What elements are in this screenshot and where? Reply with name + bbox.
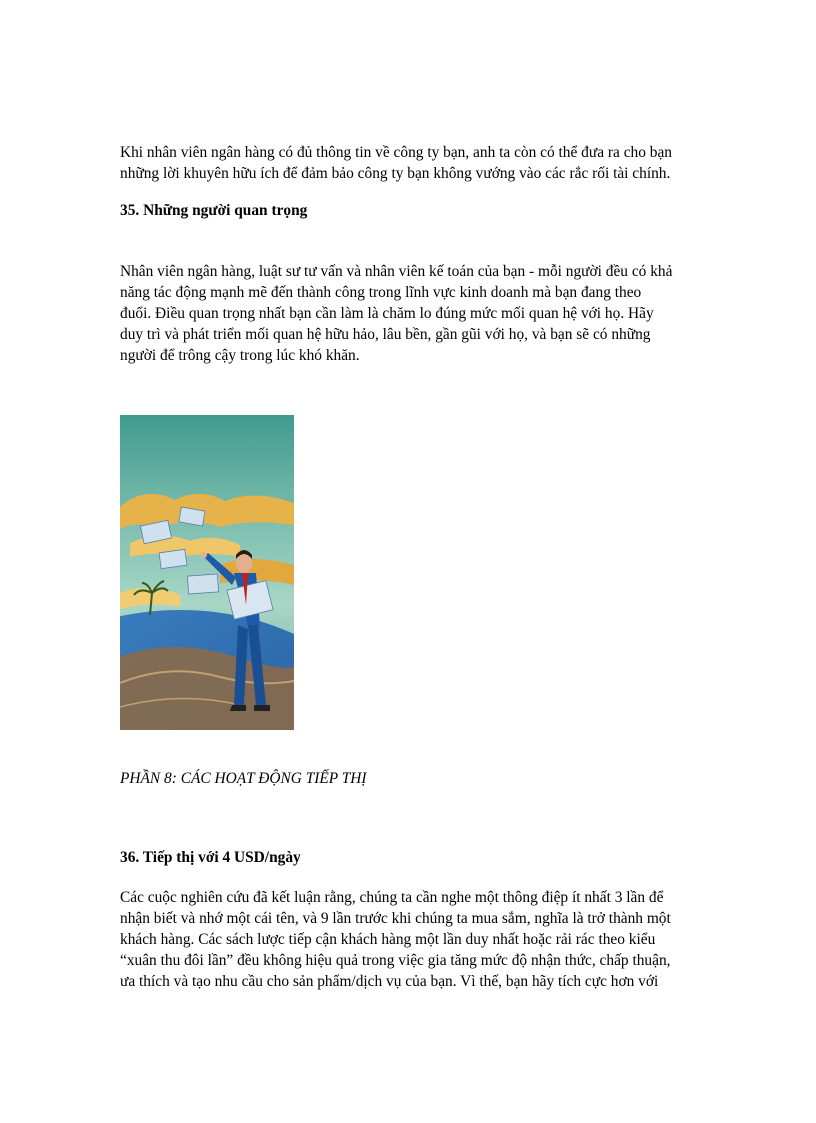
text-line: ưa thích và tạo nhu cầu cho sản phẩm/dịch vụ của bạn. Vì thế, bạn hãy tích cực hơn với xyxy=(120,973,659,990)
part-8-title: PHẦN 8: CÁC HOẠT ĐỘNG TIẾP THỊ xyxy=(120,770,367,787)
intro-paragraph xyxy=(120,142,710,184)
section-36-paragraph xyxy=(120,887,710,992)
text-line: năng tác động mạnh mẽ đến thành công trong lĩnh vực kinh doanh mà bạn đang theo xyxy=(120,284,642,301)
text-line: Khi nhân viên ngân hàng có đủ thông tin về công ty bạn, anh ta còn có thể đưa ra cho bạn xyxy=(120,144,672,161)
text-line: người để trông cậy trong lúc khó khăn. xyxy=(120,347,360,364)
section-36-heading: 36. Tiếp thị với 4 USD/ngày xyxy=(120,849,301,866)
text-line: Nhân viên ngân hàng, luật sư tư vấn và nhân viên kế toán của bạn - mỗi người đều có khả xyxy=(120,263,673,280)
businessman-globe-illustration xyxy=(120,415,294,730)
text-line: những lời khuyên hữu ích để đảm bảo công ty bạn không vướng vào các rắc rối tài chính. xyxy=(120,165,671,182)
text-line: nhận biết và nhớ một cái tên, và 9 lần trước khi chúng ta mua sắm, nghĩa là trở thành một xyxy=(120,910,671,927)
text-line: duy trì và phát triển mối quan hệ hữu hảo, lâu bền, gần gũi với họ, và bạn sẽ có những xyxy=(120,326,651,343)
text-line: khách hàng. Các sách lược tiếp cận khách hàng một lần duy nhất hoặc rải rác theo kiểu xyxy=(120,931,656,948)
text-line: đuổi. Điều quan trọng nhất bạn cần làm là chăm lo đúng mức mối quan hệ với họ. Hãy xyxy=(120,305,654,322)
section-35-paragraph xyxy=(120,261,710,366)
section-35-heading: 35. Những người quan trọng xyxy=(120,202,308,219)
text-line: “xuân thu đôi lần” đều không hiệu quả trong việc gia tăng mức độ nhận thức, chấp thuận, xyxy=(120,952,671,969)
text-line: Các cuộc nghiên cứu đã kết luận rằng, chúng ta cần nghe một thông điệp ít nhất 3 lần để xyxy=(120,889,664,906)
